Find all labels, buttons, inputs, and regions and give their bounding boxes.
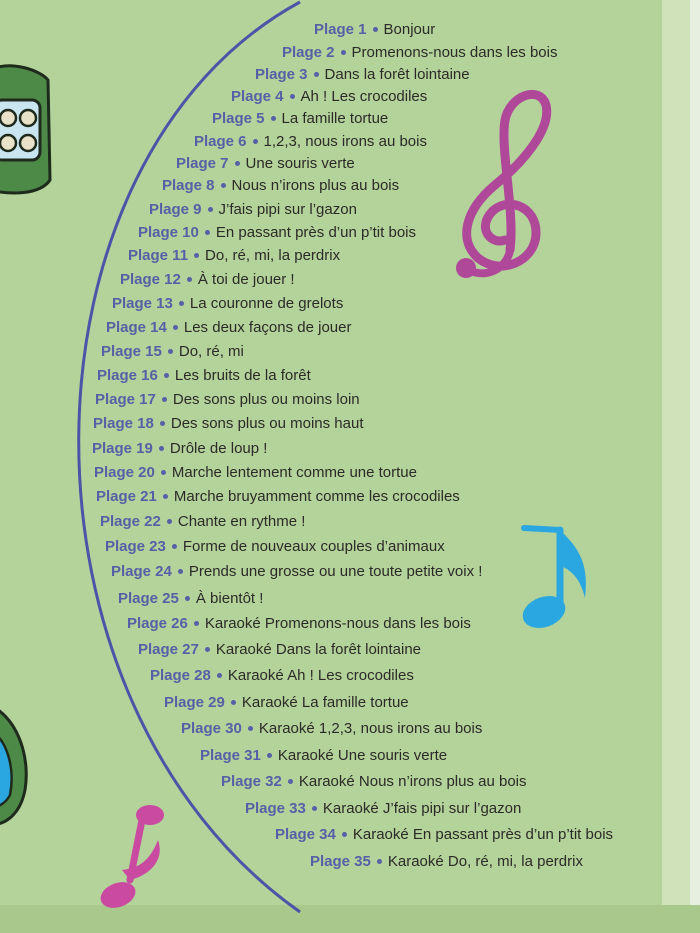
track-row [200,747,447,765]
track-title: La famille tortue [281,110,389,127]
track-title: Des sons plus ou moins loin [172,391,360,408]
track-row [93,415,363,433]
track-label: Plage 15 [101,343,162,360]
track-title: Ah ! Les crocodiles [300,88,428,105]
track-title: Do, ré, mi, la perdrix [205,247,341,264]
track-label: Plage 6 [194,133,247,150]
bullet-dot [314,72,319,77]
music-note-icon [97,805,164,912]
track-title: 1,2,3, nous irons au bois [263,133,427,150]
bullet-dot [288,779,293,784]
track-title: Nous n’irons plus au bois [231,177,400,194]
track-title: Karaoké Une souris verte [277,747,448,764]
track-row [101,343,244,361]
track-title: J’fais pipi sur l’gazon [218,201,357,218]
bullet-dot [208,207,213,212]
track-title: Les deux façons de jouer [183,319,352,336]
track-title: Karaoké Do, ré, mi, la perdrix [387,853,583,870]
track-label: Plage 12 [120,271,181,288]
bullet-dot [377,859,382,864]
track-row [181,720,482,738]
track-label: Plage 32 [221,773,282,790]
track-label: Plage 10 [138,224,199,241]
track-label: Plage 1 [314,21,367,38]
bullet-dot [161,470,166,475]
eighth-note-icon [518,528,586,634]
bullet-dot [160,421,165,426]
track-row [96,488,460,506]
track-title: Marche lentement comme une tortue [171,464,417,481]
track-title: Karaoké J’fais pipi sur l’gazon [322,800,522,817]
track-row [128,247,340,265]
track-label: Plage 17 [95,391,156,408]
track-title: Bonjour [383,21,436,38]
track-title: Prends une grosse ou une toute petite voix ! [188,563,483,580]
bullet-dot [172,544,177,549]
track-title: Chante en rythme ! [177,513,306,530]
bullet-dot [221,183,226,188]
track-label: Plage 34 [275,826,336,843]
track-row [106,319,352,337]
track-label: Plage 27 [138,641,199,658]
bullet-dot [194,253,199,258]
track-label: Plage 26 [127,615,188,632]
track-row [194,133,427,151]
track-label: Plage 7 [176,155,229,172]
bullet-dot [205,230,210,235]
track-title: Karaoké La famille tortue [241,694,409,711]
track-row [275,826,613,844]
track-row [282,44,557,62]
bullet-dot [341,50,346,55]
bullet-dot [164,373,169,378]
track-label: Plage 28 [150,667,211,684]
track-title: Promenons-nous dans les bois [351,44,558,61]
track-row [162,177,399,195]
track-title: Karaoké En passant près d’un p’tit bois [352,826,614,843]
treble-clef-icon [456,94,547,278]
track-label: Plage 35 [310,853,371,870]
bullet-dot [235,161,240,166]
track-row [100,513,305,531]
track-title: Do, ré, mi [178,343,244,360]
track-row [255,66,470,84]
track-label: Plage 14 [106,319,167,336]
bullet-dot [267,753,272,758]
bullet-dot [248,726,253,731]
track-row [138,224,416,242]
track-label: Plage 13 [112,295,173,312]
track-row [245,800,521,818]
track-title: Une souris verte [245,155,355,172]
track-row [176,155,355,173]
track-title: En passant près d’un p’tit bois [215,224,416,241]
track-label: Plage 3 [255,66,308,83]
bullet-dot [162,397,167,402]
track-title: Forme de nouveaux couples d’animaux [182,538,445,555]
track-title: À bientôt ! [195,590,264,607]
track-title: Karaoké Dans la forêt lointaine [215,641,421,658]
track-row [150,667,414,685]
bullet-dot [173,325,178,330]
bullet-dot [271,116,276,121]
track-row [95,391,360,409]
track-title: Drôle de loup ! [169,440,268,457]
track-row [212,110,388,128]
toy-device-icon [0,705,26,825]
track-title: Les bruits de la forêt [174,367,311,384]
bullet-dot [168,349,173,354]
track-label: Plage 22 [100,513,161,530]
track-label: Plage 23 [105,538,166,555]
bullet-dot [178,569,183,574]
track-label: Plage 19 [92,440,153,457]
track-row [105,538,445,556]
track-row [118,590,263,608]
track-row [94,464,417,482]
track-row [138,641,421,659]
track-title: Karaoké Ah ! Les crocodiles [227,667,414,684]
bullet-dot [312,806,317,811]
bullet-dot [187,277,192,282]
track-label: Plage 24 [111,563,172,580]
track-label: Plage 16 [97,367,158,384]
bullet-dot [159,446,164,451]
track-row [111,563,482,581]
track-label: Plage 25 [118,590,179,607]
bullet-dot [205,647,210,652]
bullet-dot [231,700,236,705]
track-title: Des sons plus ou moins haut [170,415,364,432]
track-label: Plage 2 [282,44,335,61]
track-label: Plage 20 [94,464,155,481]
bullet-dot [290,94,295,99]
toy-device-icon [0,66,50,193]
track-title: Marche bruyamment comme les crocodiles [173,488,460,505]
track-label: Plage 30 [181,720,242,737]
track-row [314,21,435,39]
track-label: Plage 18 [93,415,154,432]
bullet-dot [179,301,184,306]
bullet-dot [163,494,168,499]
track-label: Plage 29 [164,694,225,711]
track-title: À toi de jouer ! [197,271,295,288]
track-label: Plage 8 [162,177,215,194]
bullet-dot [373,27,378,32]
track-label: Plage 9 [149,201,202,218]
bullet-dot [342,832,347,837]
track-row [231,88,427,106]
track-row [127,615,471,633]
track-row [120,271,295,289]
track-row [112,295,343,313]
track-row [149,201,357,219]
bullet-dot [167,519,172,524]
bullet-dot [217,673,222,678]
bullet-dot [253,139,258,144]
track-row [310,853,583,871]
track-label: Plage 21 [96,488,157,505]
track-title: Dans la forêt lointaine [324,66,470,83]
track-label: Plage 31 [200,747,261,764]
track-title: Karaoké Nous n’irons plus au bois [298,773,527,790]
track-label: Plage 5 [212,110,265,127]
track-title: La couronne de grelots [189,295,344,312]
track-label: Plage 33 [245,800,306,817]
track-row [221,773,527,791]
track-row [164,694,409,712]
track-label: Plage 11 [128,247,189,264]
track-title: Karaoké 1,2,3, nous irons au bois [258,720,483,737]
track-row [97,367,311,385]
track-label: Plage 4 [231,88,284,105]
bullet-dot [194,621,199,626]
track-row [92,440,267,458]
bullet-dot [185,596,190,601]
track-title: Karaoké Promenons-nous dans les bois [204,615,471,632]
